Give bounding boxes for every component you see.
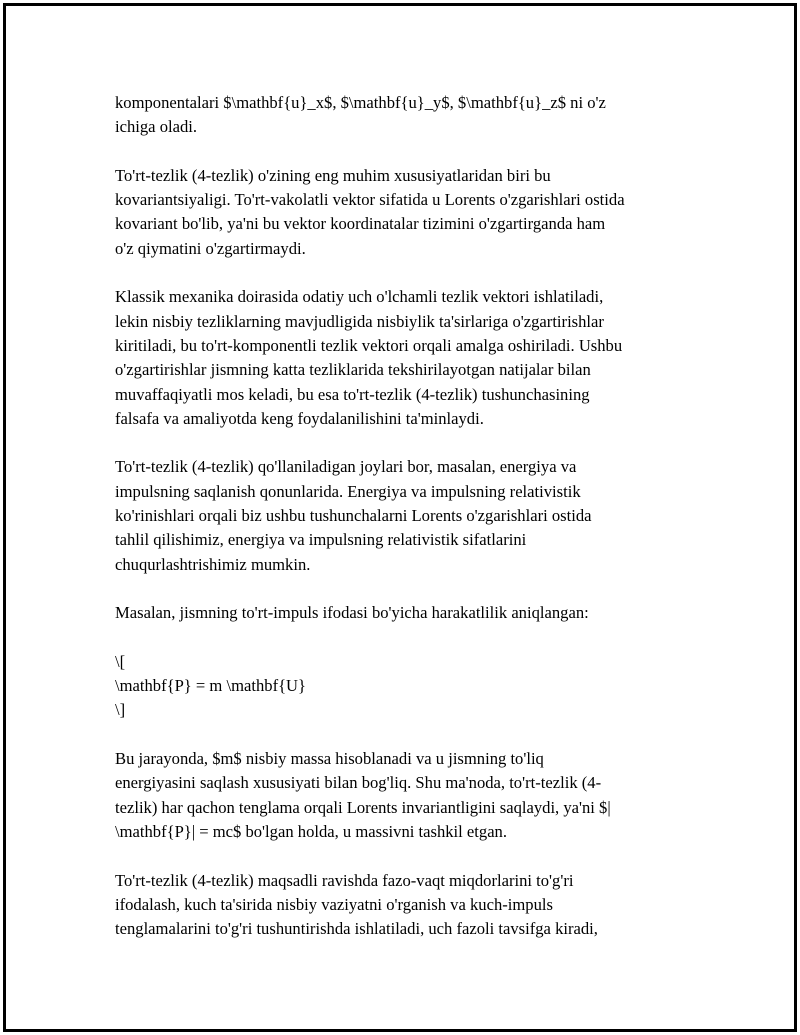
- paragraph-covariance: To'rt-tezlik (4-tezlik) o'zining eng muhim xususiyatlaridan biri bu kovariantsiyaligi. To'rt-vakolatli vektor sifatida u Lorents o'zgarishlari ostida kovariant bo'lib, ya'ni bu vektor koordinatalar tizimini o'zgartirganda ham o'z qiymatini o'zgartirmaydi.: [115, 165, 625, 258]
- paragraph-components: komponentalari $\mathbf{u}_x$, $\mathbf{u}_y$, $\mathbf{u}_z$ ni o'z ichiga oladi.: [115, 93, 606, 137]
- paragraph-classical-mechanics: Klassik mexanika doirasida odatiy uch o'lchamli tezlik vektori ishlatiladi, lekin nisbiy tezliklarning mavjudligida nisbiylik ta'sirlariga o'zgartirishlar kiritiladi, bu to'rt-komponentli tezlik vektori orqali amalga oshiriladi. Ushbu o'zgartirishlar jismning katta tezliklarida tekshirilayotgan natijalar bilan muvaffaqiyatli mos keladi, bu esa to'rt-tezlik (4-tezlik) tushunchasining falsafa va amaliyotda keng foydalanilishini ta'minlaydi.: [115, 287, 623, 428]
- paragraph-applications: To'rt-tezlik (4-tezlik) maqsadli ravishda fazo-vaqt miqdorlarini to'g'ri ifodalash, kuch ta'sirida nisbiy vaziyatni o'rganish va kuch-impuls tenglamalarini to'g'ri tushuntirishda ishlatiladi, uch fazoli tavsifga kiradi,: [115, 870, 598, 939]
- paragraph-relative-mass: Bu jarayonda, $m$ nisbiy massa hisoblanadi va u jismning to'liq energiyasini saqlash xususiyati bilan bog'liq. Shu ma'noda, to'rt-tezlik (4- tezlik) har qachon tenglama orqali Lorents invariantligini saqlaydi, ya'ni $| \mathbf{P}| = mc$ bo'lgan holda, u massivni tashkil etgan.: [115, 749, 611, 841]
- equation-four-momentum: \[ \mathbf{P} = m \mathbf{U} \]: [115, 651, 307, 720]
- paragraph-conservation-laws: To'rt-tezlik (4-tezlik) qo'llaniladigan joylari bor, masalan, energiya va impulsning saqlanish qonunlarida. Energiya va impulsning relativistik ko'rinishlari orqali biz ushbu tushunchalarni Lorents o'zgarishlari ostida tahlil qilishimiz, energiya va impulsning relativistik sifatlarini chuqurlashtrishimiz mumkin.: [115, 457, 592, 574]
- paragraph-example-intro: Masalan, jismning to'rt-impuls ifodasi bo'yicha harakatlilik aniqlangan:: [115, 603, 589, 623]
- document-body: [115, 91, 690, 966]
